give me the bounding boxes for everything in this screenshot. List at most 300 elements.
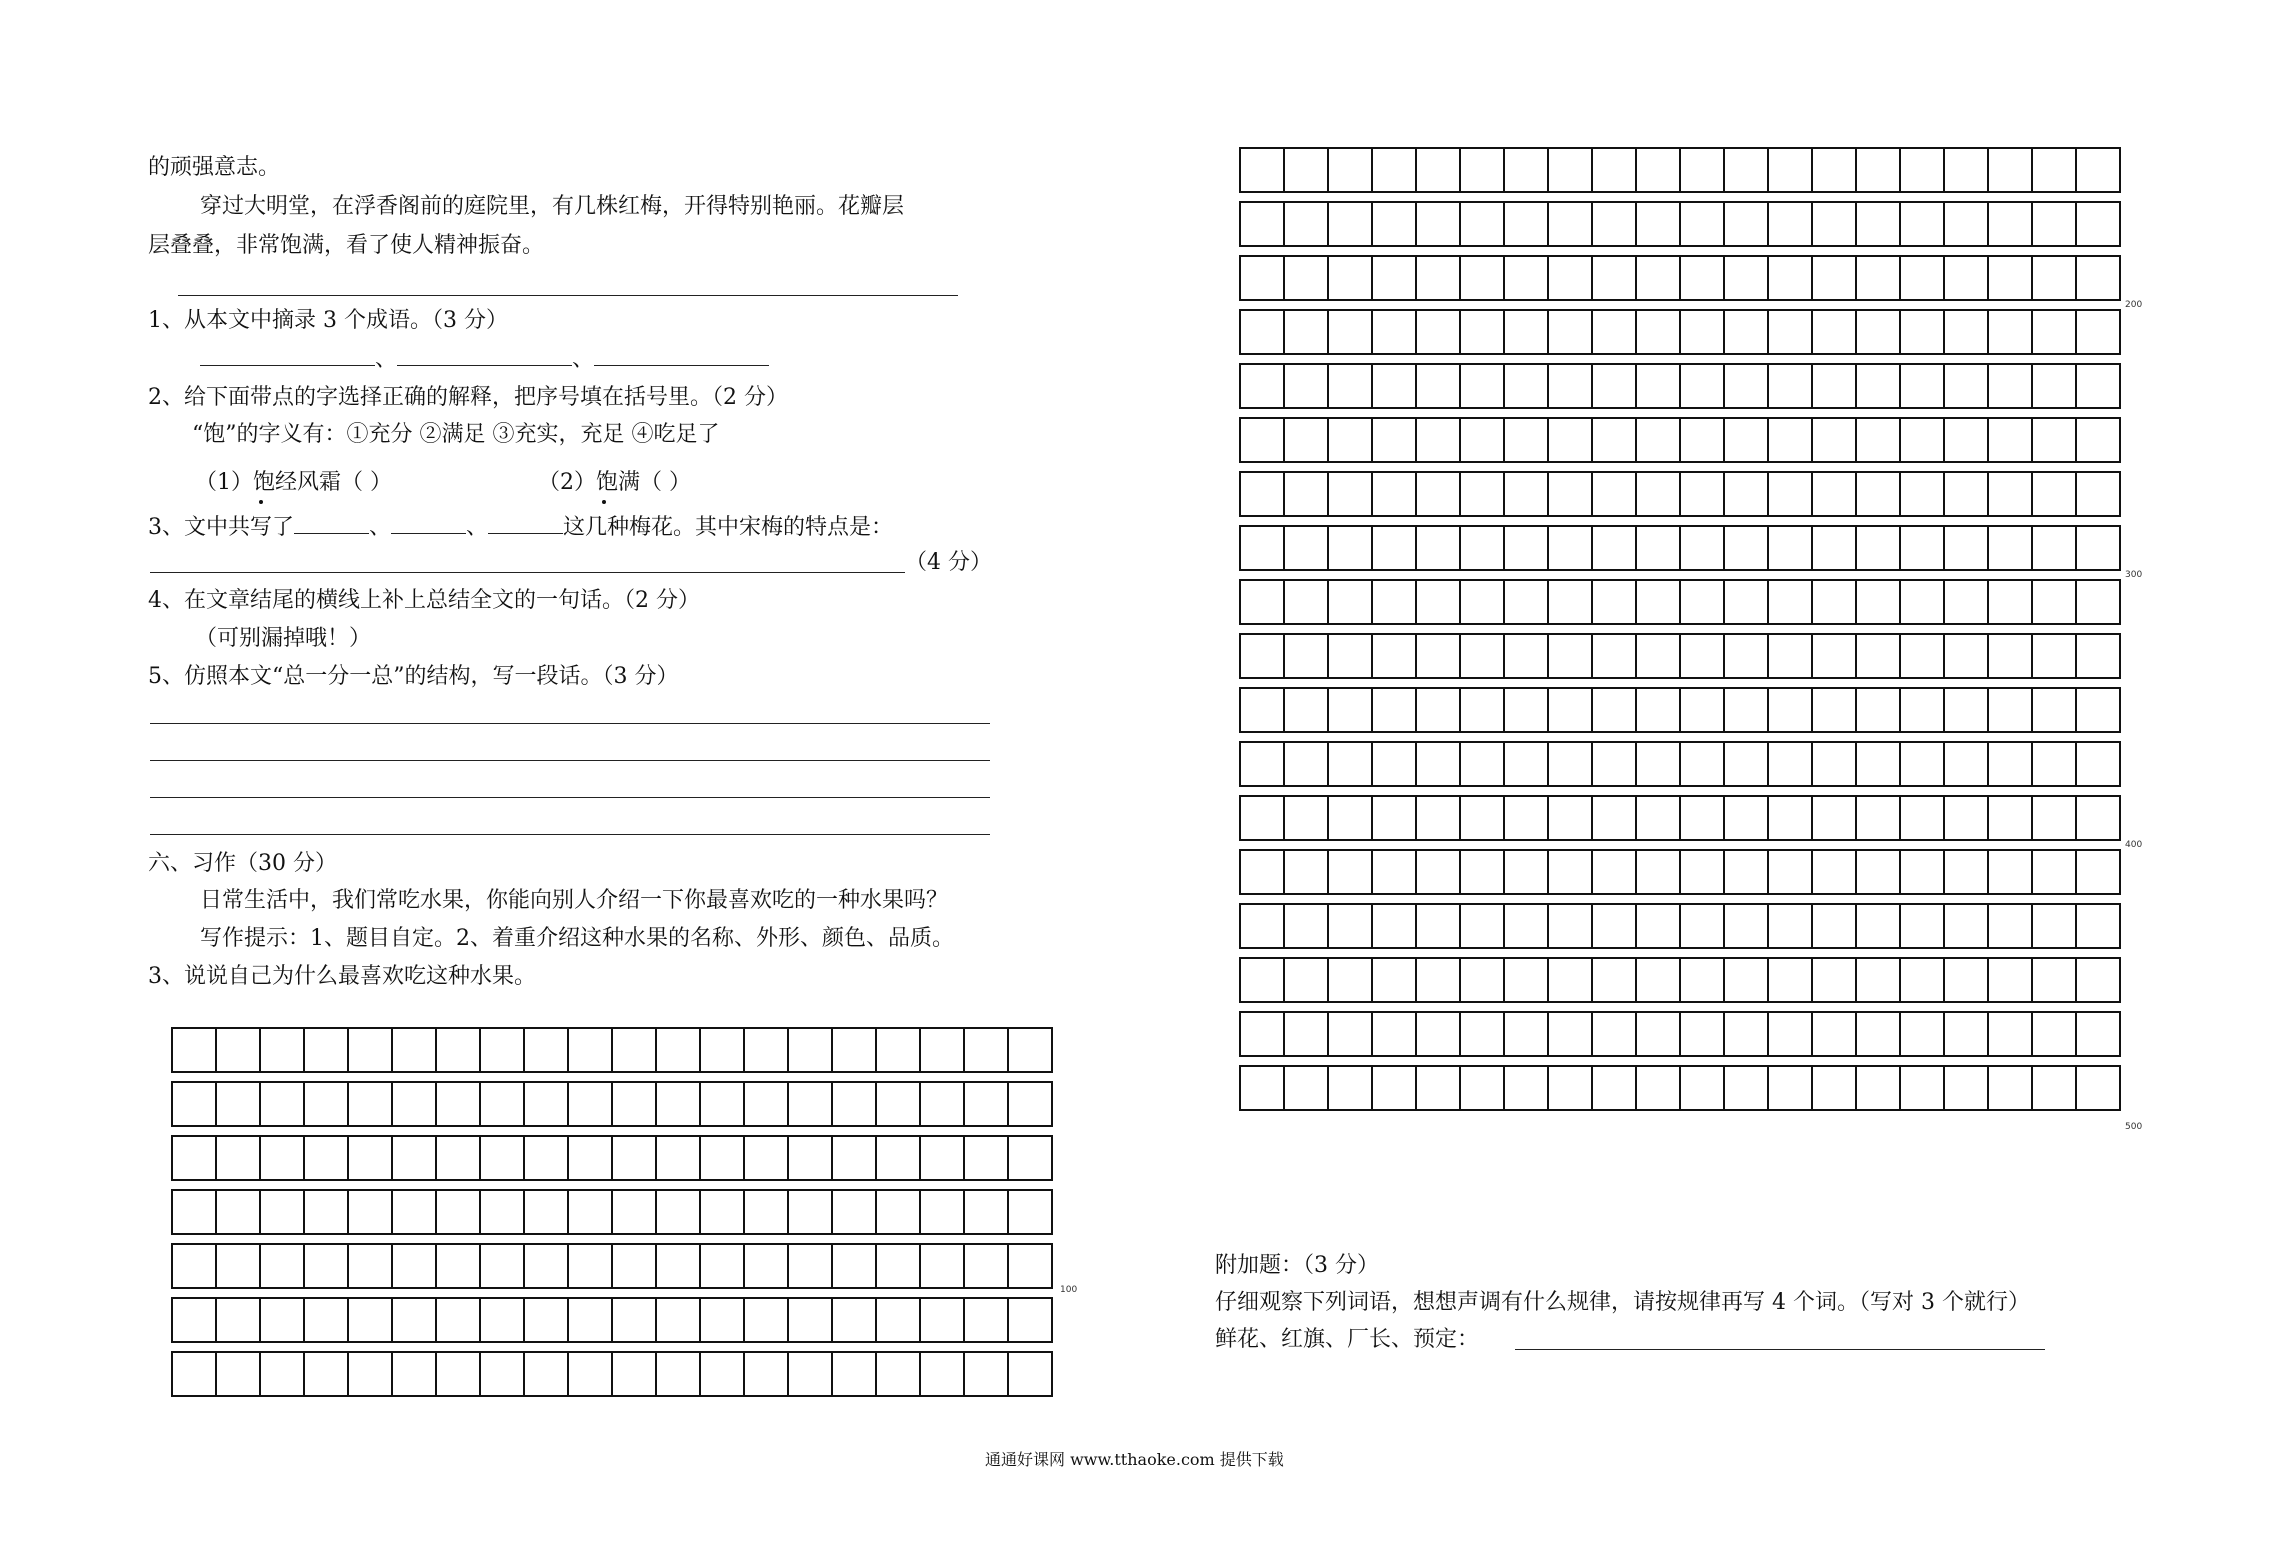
grid-cell[interactable] [1725, 1067, 1769, 1111]
grid-cell[interactable] [1681, 257, 1725, 301]
grid-cell[interactable] [1593, 581, 1637, 625]
grid-cell[interactable] [1241, 527, 1285, 571]
grid-cell[interactable] [921, 1299, 965, 1343]
grid-cell[interactable] [1593, 473, 1637, 517]
grid-cell[interactable] [1637, 797, 1681, 841]
grid-cell[interactable] [965, 1029, 1009, 1073]
grid-cell[interactable] [1417, 473, 1461, 517]
grid-cell[interactable] [1725, 149, 1769, 193]
grid-cell[interactable] [1009, 1191, 1053, 1235]
grid-cell[interactable] [1549, 527, 1593, 571]
grid-cell[interactable] [2077, 959, 2121, 1003]
grid-cell[interactable] [569, 1029, 613, 1073]
grid-cell[interactable] [1285, 203, 1329, 247]
grid-cell[interactable] [481, 1191, 525, 1235]
grid-cell[interactable] [1417, 311, 1461, 355]
grid-cell[interactable] [305, 1245, 349, 1289]
grid-cell[interactable] [2077, 851, 2121, 895]
grid-cell[interactable] [965, 1137, 1009, 1181]
grid-cell[interactable] [789, 1299, 833, 1343]
grid-cell[interactable] [657, 1029, 701, 1073]
grid-cell[interactable] [833, 1299, 877, 1343]
grid-cell[interactable] [789, 1353, 833, 1397]
grid-cell[interactable] [833, 1353, 877, 1397]
grid-cell[interactable] [1681, 365, 1725, 409]
grid-cell[interactable] [1945, 1013, 1989, 1057]
grid-cell[interactable] [525, 1137, 569, 1181]
grid-cell[interactable] [173, 1137, 217, 1181]
grid-cell[interactable] [1329, 527, 1373, 571]
grid-cell[interactable] [1549, 797, 1593, 841]
grid-cell[interactable] [393, 1299, 437, 1343]
grid-cell[interactable] [1813, 905, 1857, 949]
grid-cell[interactable] [1813, 203, 1857, 247]
grid-cell[interactable] [1857, 473, 1901, 517]
grid-cell[interactable] [1329, 419, 1373, 463]
grid-cell[interactable] [1329, 851, 1373, 895]
grid-cell[interactable] [877, 1299, 921, 1343]
grid-cell[interactable] [1901, 1013, 1945, 1057]
grid-cell[interactable] [833, 1191, 877, 1235]
grid-cell[interactable] [1989, 203, 2033, 247]
grid-cell[interactable] [1945, 635, 1989, 679]
grid-cell[interactable] [1725, 635, 1769, 679]
grid-cell[interactable] [613, 1353, 657, 1397]
grid-cell[interactable] [833, 1083, 877, 1127]
grid-cell[interactable] [1329, 743, 1373, 787]
grid-cell[interactable] [1769, 419, 1813, 463]
grid-cell[interactable] [613, 1137, 657, 1181]
grid-cell[interactable] [261, 1137, 305, 1181]
grid-cell[interactable] [1549, 311, 1593, 355]
grid-cell[interactable] [2077, 527, 2121, 571]
grid-cell[interactable] [437, 1137, 481, 1181]
grid-cell[interactable] [173, 1299, 217, 1343]
grid-cell[interactable] [437, 1029, 481, 1073]
grid-cell[interactable] [1857, 527, 1901, 571]
grid-cell[interactable] [1857, 419, 1901, 463]
grid-cell[interactable] [2077, 257, 2121, 301]
grid-cell[interactable] [1373, 1067, 1417, 1111]
grid-cell[interactable] [745, 1299, 789, 1343]
grid-cell[interactable] [1329, 149, 1373, 193]
grid-cell[interactable] [1461, 203, 1505, 247]
grid-cell[interactable] [1945, 959, 1989, 1003]
grid-cell[interactable] [1549, 419, 1593, 463]
grid-cell[interactable] [525, 1245, 569, 1289]
grid-cell[interactable] [349, 1191, 393, 1235]
grid-cell[interactable] [1549, 149, 1593, 193]
grid-cell[interactable] [701, 1137, 745, 1181]
grid-cell[interactable] [1461, 365, 1505, 409]
grid-cell[interactable] [1009, 1029, 1053, 1073]
grid-cell[interactable] [1417, 581, 1461, 625]
grid-cell[interactable] [525, 1299, 569, 1343]
grid-cell[interactable] [1901, 365, 1945, 409]
grid-cell[interactable] [657, 1245, 701, 1289]
grid-cell[interactable] [1505, 851, 1549, 895]
grid-cell[interactable] [1989, 419, 2033, 463]
grid-cell[interactable] [1593, 419, 1637, 463]
grid-cell[interactable] [1593, 257, 1637, 301]
grid-cell[interactable] [261, 1029, 305, 1073]
grid-cell[interactable] [1681, 851, 1725, 895]
grid-cell[interactable] [1417, 1067, 1461, 1111]
grid-cell[interactable] [745, 1029, 789, 1073]
grid-cell[interactable] [1945, 149, 1989, 193]
grid-cell[interactable] [789, 1083, 833, 1127]
writing-line-3[interactable] [150, 797, 990, 798]
grid-cell[interactable] [1857, 581, 1901, 625]
grid-cell[interactable] [1637, 257, 1681, 301]
grid-cell[interactable] [1813, 689, 1857, 733]
grid-cell[interactable] [1901, 1067, 1945, 1111]
grid-cell[interactable] [1593, 149, 1637, 193]
grid-cell[interactable] [1593, 1013, 1637, 1057]
grid-cell[interactable] [1461, 581, 1505, 625]
grid-cell[interactable] [2033, 149, 2077, 193]
grid-cell[interactable] [745, 1353, 789, 1397]
grid-cell[interactable] [1241, 1067, 1285, 1111]
grid-cell[interactable] [1461, 527, 1505, 571]
grid-cell[interactable] [1681, 419, 1725, 463]
grid-cell[interactable] [1769, 581, 1813, 625]
grid-cell[interactable] [1637, 1013, 1681, 1057]
grid-cell[interactable] [1945, 581, 1989, 625]
grid-cell[interactable] [657, 1083, 701, 1127]
grid-cell[interactable] [1769, 257, 1813, 301]
grid-cell[interactable] [1009, 1245, 1053, 1289]
grid-cell[interactable] [1373, 851, 1417, 895]
grid-cell[interactable] [1241, 851, 1285, 895]
grid-cell[interactable] [921, 1029, 965, 1073]
grid-cell[interactable] [1285, 635, 1329, 679]
grid-cell[interactable] [1285, 851, 1329, 895]
grid-cell[interactable] [1769, 851, 1813, 895]
grid-cell[interactable] [1989, 905, 2033, 949]
grid-cell[interactable] [2033, 419, 2077, 463]
grid-cell[interactable] [2033, 851, 2077, 895]
grid-cell[interactable] [2077, 905, 2121, 949]
grid-cell[interactable] [1637, 365, 1681, 409]
grid-cell[interactable] [1373, 635, 1417, 679]
grid-cell[interactable] [1549, 581, 1593, 625]
grid-cell[interactable] [1549, 1067, 1593, 1111]
grid-cell[interactable] [1989, 581, 2033, 625]
grid-cell[interactable] [701, 1029, 745, 1073]
grid-cell[interactable] [1505, 419, 1549, 463]
grid-cell[interactable] [965, 1353, 1009, 1397]
grid-cell[interactable] [569, 1299, 613, 1343]
grid-cell[interactable] [1813, 797, 1857, 841]
grid-cell[interactable] [1461, 1067, 1505, 1111]
grid-cell[interactable] [1241, 635, 1285, 679]
grid-cell[interactable] [525, 1029, 569, 1073]
grid-cell[interactable] [1329, 689, 1373, 733]
grid-cell[interactable] [1329, 959, 1373, 1003]
grid-cell[interactable] [1769, 149, 1813, 193]
grid-cell[interactable] [1769, 1013, 1813, 1057]
grid-cell[interactable] [1329, 473, 1373, 517]
grid-cell[interactable] [481, 1245, 525, 1289]
grid-cell[interactable] [481, 1137, 525, 1181]
grid-cell[interactable] [1593, 1067, 1637, 1111]
grid-cell[interactable] [2077, 419, 2121, 463]
grid-cell[interactable] [481, 1353, 525, 1397]
grid-cell[interactable] [1461, 419, 1505, 463]
grid-cell[interactable] [1329, 311, 1373, 355]
grid-cell[interactable] [965, 1245, 1009, 1289]
grid-cell[interactable] [1549, 365, 1593, 409]
grid-cell[interactable] [1813, 311, 1857, 355]
grid-cell[interactable] [1857, 365, 1901, 409]
grid-cell[interactable] [1417, 527, 1461, 571]
grid-cell[interactable] [1637, 473, 1681, 517]
grid-cell[interactable] [1681, 689, 1725, 733]
grid-cell[interactable] [1681, 797, 1725, 841]
grid-cell[interactable] [2077, 581, 2121, 625]
grid-cell[interactable] [1549, 635, 1593, 679]
grid-cell[interactable] [613, 1245, 657, 1289]
grid-cell[interactable] [217, 1029, 261, 1073]
grid-cell[interactable] [2033, 905, 2077, 949]
grid-cell[interactable] [1593, 905, 1637, 949]
grid-cell[interactable] [2033, 473, 2077, 517]
grid-cell[interactable] [1945, 905, 1989, 949]
grid-cell[interactable] [1505, 689, 1549, 733]
idiom-blank-2[interactable] [397, 345, 572, 366]
grid-cell[interactable] [1373, 689, 1417, 733]
grid-cell[interactable] [613, 1299, 657, 1343]
grid-cell[interactable] [1593, 797, 1637, 841]
grid-cell[interactable] [1505, 203, 1549, 247]
grid-cell[interactable] [2033, 365, 2077, 409]
grid-cell[interactable] [1285, 149, 1329, 193]
grid-cell[interactable] [1329, 905, 1373, 949]
grid-cell[interactable] [1241, 959, 1285, 1003]
grid-cell[interactable] [833, 1029, 877, 1073]
grid-cell[interactable] [2077, 149, 2121, 193]
grid-cell[interactable] [1989, 797, 2033, 841]
grid-cell[interactable] [569, 1137, 613, 1181]
grid-cell[interactable] [1461, 311, 1505, 355]
grid-cell[interactable] [1681, 1013, 1725, 1057]
grid-cell[interactable] [657, 1137, 701, 1181]
grid-cell[interactable] [1945, 527, 1989, 571]
grid-cell[interactable] [1373, 257, 1417, 301]
grid-cell[interactable] [1285, 527, 1329, 571]
grid-cell[interactable] [1549, 257, 1593, 301]
grid-cell[interactable] [1857, 959, 1901, 1003]
grid-cell[interactable] [1549, 959, 1593, 1003]
grid-cell[interactable] [1945, 365, 1989, 409]
grid-cell[interactable] [1417, 743, 1461, 787]
grid-cell[interactable] [305, 1083, 349, 1127]
grid-cell[interactable] [349, 1137, 393, 1181]
grid-cell[interactable] [1725, 419, 1769, 463]
grid-cell[interactable] [1461, 635, 1505, 679]
grid-cell[interactable] [1681, 581, 1725, 625]
summary-answer-line[interactable] [178, 295, 958, 296]
grid-cell[interactable] [1857, 203, 1901, 247]
grid-cell[interactable] [1505, 1013, 1549, 1057]
grid-cell[interactable] [1857, 1013, 1901, 1057]
grid-cell[interactable] [1637, 419, 1681, 463]
grid-cell[interactable] [1373, 743, 1417, 787]
grid-cell[interactable] [1593, 527, 1637, 571]
plum-blank-3[interactable] [488, 513, 563, 534]
grid-cell[interactable] [1813, 1013, 1857, 1057]
grid-cell[interactable] [2077, 635, 2121, 679]
grid-cell[interactable] [1549, 473, 1593, 517]
grid-cell[interactable] [1945, 851, 1989, 895]
grid-cell[interactable] [921, 1137, 965, 1181]
grid-cell[interactable] [437, 1299, 481, 1343]
grid-cell[interactable] [2033, 257, 2077, 301]
grid-cell[interactable] [1505, 473, 1549, 517]
grid-cell[interactable] [349, 1083, 393, 1127]
grid-cell[interactable] [1417, 365, 1461, 409]
grid-cell[interactable] [965, 1083, 1009, 1127]
grid-cell[interactable] [393, 1029, 437, 1073]
grid-cell[interactable] [1285, 1067, 1329, 1111]
grid-cell[interactable] [745, 1191, 789, 1235]
grid-cell[interactable] [261, 1245, 305, 1289]
grid-cell[interactable] [1373, 905, 1417, 949]
grid-cell[interactable] [1241, 743, 1285, 787]
grid-cell[interactable] [1857, 311, 1901, 355]
grid-cell[interactable] [1725, 851, 1769, 895]
grid-cell[interactable] [2077, 365, 2121, 409]
grid-cell[interactable] [1989, 311, 2033, 355]
grid-cell[interactable] [2033, 581, 2077, 625]
grid-cell[interactable] [1241, 419, 1285, 463]
grid-cell[interactable] [1505, 635, 1549, 679]
grid-cell[interactable] [1593, 959, 1637, 1003]
grid-cell[interactable] [657, 1299, 701, 1343]
grid-cell[interactable] [1681, 203, 1725, 247]
grid-cell[interactable] [1857, 851, 1901, 895]
grid-cell[interactable] [173, 1245, 217, 1289]
grid-cell[interactable] [1505, 1067, 1549, 1111]
grid-cell[interactable] [1417, 851, 1461, 895]
grid-cell[interactable] [1373, 419, 1417, 463]
grid-cell[interactable] [2077, 203, 2121, 247]
grid-cell[interactable] [1373, 797, 1417, 841]
grid-cell[interactable] [1505, 149, 1549, 193]
grid-cell[interactable] [393, 1137, 437, 1181]
grid-cell[interactable] [1593, 311, 1637, 355]
grid-cell[interactable] [305, 1029, 349, 1073]
grid-cell[interactable] [1901, 743, 1945, 787]
grid-cell[interactable] [1769, 365, 1813, 409]
grid-cell[interactable] [657, 1353, 701, 1397]
grid-cell[interactable] [1285, 689, 1329, 733]
grid-cell[interactable] [1549, 203, 1593, 247]
grid-cell[interactable] [1725, 311, 1769, 355]
grid-cell[interactable] [1241, 905, 1285, 949]
grid-cell[interactable] [1593, 635, 1637, 679]
grid-cell[interactable] [261, 1353, 305, 1397]
grid-cell[interactable] [1989, 1067, 2033, 1111]
grid-cell[interactable] [2033, 1067, 2077, 1111]
grid-cell[interactable] [1681, 527, 1725, 571]
grid-cell[interactable] [2033, 311, 2077, 355]
grid-cell[interactable] [1009, 1137, 1053, 1181]
grid-cell[interactable] [1857, 257, 1901, 301]
grid-cell[interactable] [1681, 473, 1725, 517]
grid-cell[interactable] [1637, 149, 1681, 193]
grid-cell[interactable] [1285, 797, 1329, 841]
grid-cell[interactable] [613, 1029, 657, 1073]
grid-cell[interactable] [1505, 257, 1549, 301]
grid-cell[interactable] [1505, 581, 1549, 625]
grid-cell[interactable] [1813, 149, 1857, 193]
grid-cell[interactable] [1857, 797, 1901, 841]
grid-cell[interactable] [1461, 149, 1505, 193]
grid-cell[interactable] [437, 1245, 481, 1289]
grid-cell[interactable] [701, 1299, 745, 1343]
grid-cell[interactable] [525, 1083, 569, 1127]
grid-cell[interactable] [2033, 959, 2077, 1003]
grid-cell[interactable] [1945, 689, 1989, 733]
grid-cell[interactable] [1901, 149, 1945, 193]
grid-cell[interactable] [1813, 419, 1857, 463]
grid-cell[interactable] [2033, 527, 2077, 571]
grid-cell[interactable] [2077, 797, 2121, 841]
grid-cell[interactable] [1241, 203, 1285, 247]
grid-cell[interactable] [1725, 203, 1769, 247]
grid-cell[interactable] [1241, 149, 1285, 193]
grid-cell[interactable] [921, 1245, 965, 1289]
grid-cell[interactable] [1901, 527, 1945, 571]
grid-cell[interactable] [217, 1083, 261, 1127]
grid-cell[interactable] [481, 1299, 525, 1343]
grid-cell[interactable] [1681, 1067, 1725, 1111]
grid-cell[interactable] [1989, 149, 2033, 193]
grid-cell[interactable] [1241, 365, 1285, 409]
grid-cell[interactable] [1813, 527, 1857, 571]
grid-cell[interactable] [1769, 797, 1813, 841]
grid-cell[interactable] [261, 1083, 305, 1127]
grid-cell[interactable] [1725, 797, 1769, 841]
grid-cell[interactable] [1549, 689, 1593, 733]
grid-cell[interactable] [1637, 959, 1681, 1003]
grid-cell[interactable] [877, 1083, 921, 1127]
grid-cell[interactable] [1901, 635, 1945, 679]
grid-cell[interactable] [1417, 149, 1461, 193]
grid-cell[interactable] [965, 1191, 1009, 1235]
grid-cell[interactable] [1637, 527, 1681, 571]
grid-cell[interactable] [2033, 635, 2077, 679]
grid-cell[interactable] [2077, 689, 2121, 733]
grid-cell[interactable] [1857, 905, 1901, 949]
grid-cell[interactable] [1769, 905, 1813, 949]
grid-cell[interactable] [1461, 743, 1505, 787]
grid-cell[interactable] [701, 1083, 745, 1127]
grid-cell[interactable] [2077, 473, 2121, 517]
grid-cell[interactable] [1461, 689, 1505, 733]
grid-cell[interactable] [833, 1137, 877, 1181]
grid-cell[interactable] [1681, 311, 1725, 355]
grid-cell[interactable] [1857, 149, 1901, 193]
grid-cell[interactable] [1417, 257, 1461, 301]
grid-cell[interactable] [261, 1191, 305, 1235]
grid-cell[interactable] [1285, 419, 1329, 463]
grid-cell[interactable] [1329, 1013, 1373, 1057]
grid-cell[interactable] [1593, 203, 1637, 247]
grid-cell[interactable] [1505, 365, 1549, 409]
